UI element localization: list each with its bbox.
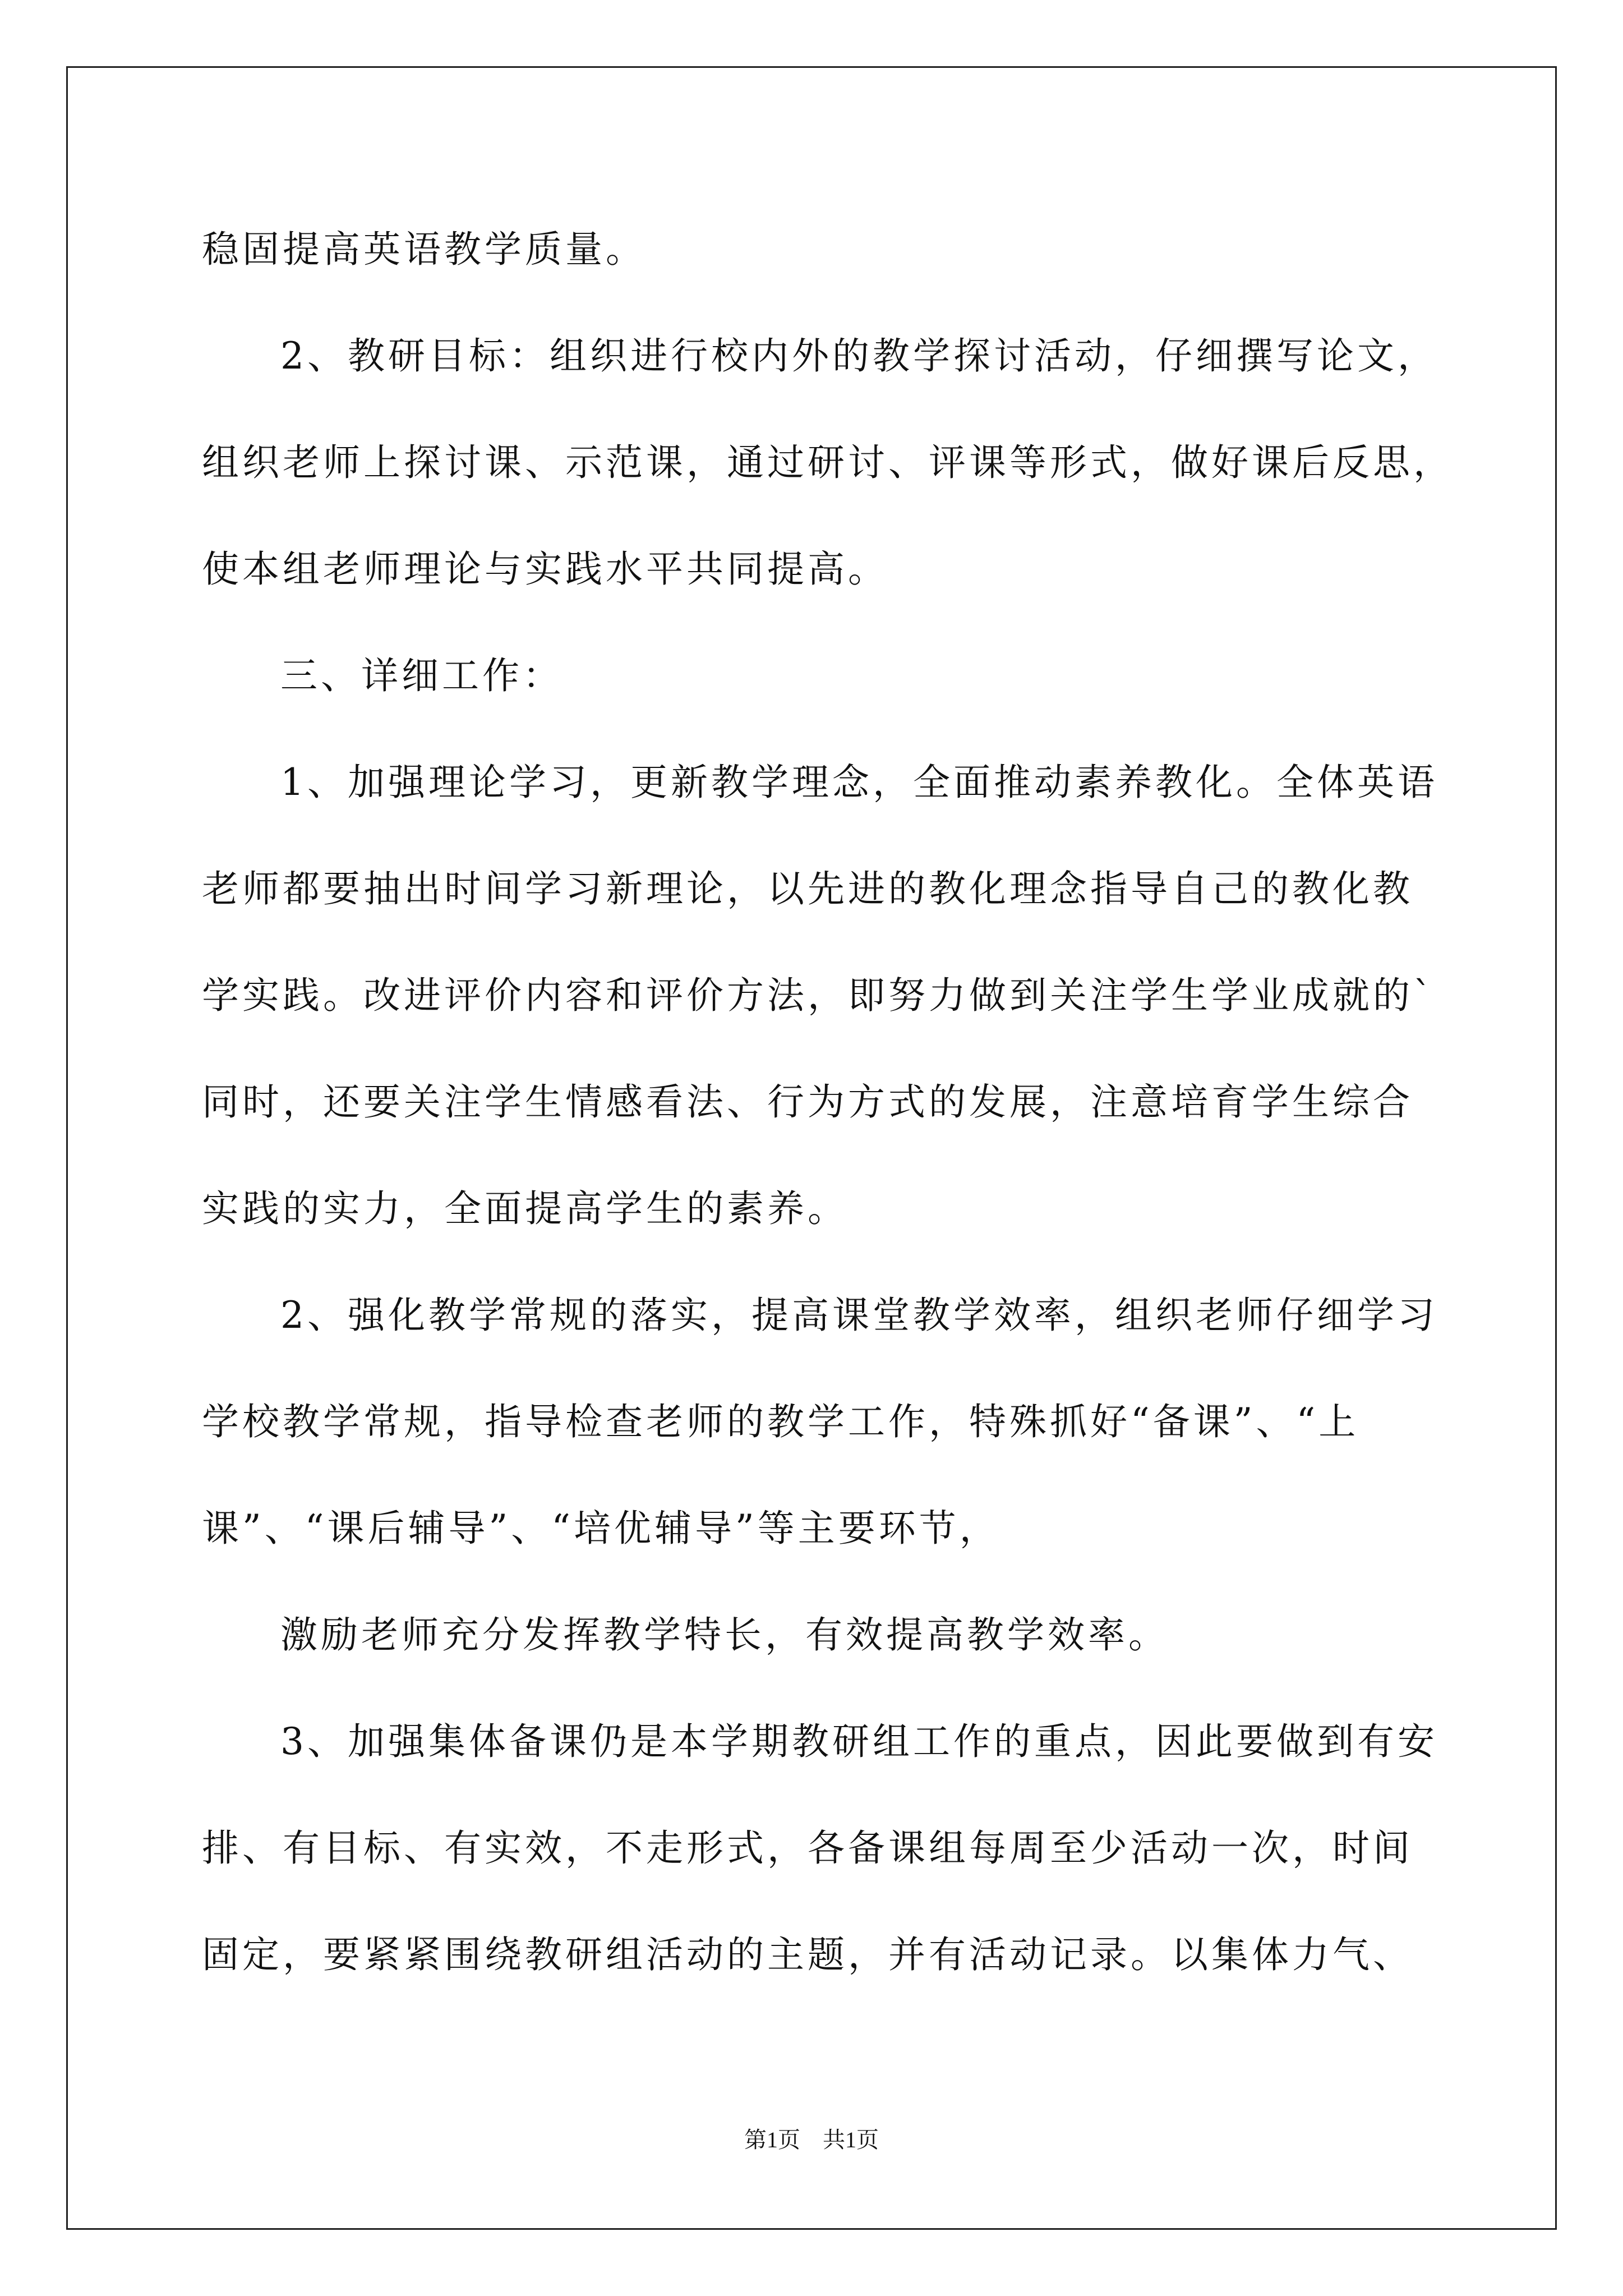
text-line: 激励老师充分发挥教学特长，有效提高教学效率。 xyxy=(280,1613,1169,1657)
text-line: 组织老师上探讨课、示范课，通过研讨、评课等形式，做好课后反思， xyxy=(202,441,1454,484)
text-line: 排、有目标、有实效，不走形式，各备课组每周至少活动一次，时间 xyxy=(202,1826,1413,1870)
text-line: 固定，要紧紧围绕教研组活动的主题，并有活动记录。以集体力气、 xyxy=(202,1933,1413,1976)
page-number-footer: 第1页 共1页 xyxy=(744,2127,879,2152)
text-line: 老师都要抽出时间学习新理论，以先进的教化理念指导自己的教化教 xyxy=(202,867,1413,910)
text-line: 使本组老师理论与实践水平共同提高。 xyxy=(202,547,888,591)
text-line: 稳固提高英语教学质量。 xyxy=(202,228,646,271)
section-heading: 三、详细工作： xyxy=(280,654,563,697)
text-line: 1、加强理论学习，更新教学理念，全面推动素养教化。全体英语 xyxy=(280,761,1438,804)
text-line: 2、强化教学常规的落实，提高课堂教学效率，组织老师仔细学习 xyxy=(280,1294,1438,1337)
text-line: 3、加强集体备课仍是本学期教研组工作的重点，因此要做到有安 xyxy=(280,1720,1438,1763)
text-line: 学校教学常规，指导检查老师的教学工作，特殊抓好“备课”、“上 xyxy=(202,1400,1359,1443)
page-border xyxy=(66,66,1557,2230)
text-line: 学实践。改进评价内容和评价方法，即努力做到关注学生学业成就的` xyxy=(202,974,1435,1017)
text-line: 课”、“课后辅导”、“培优辅导”等主要环节， xyxy=(202,1507,1000,1550)
text-line: 实践的实力，全面提高学生的素养。 xyxy=(202,1187,848,1230)
text-line: 2、教研目标：组织进行校内外的教学探讨活动，仔细撰写论文， xyxy=(280,334,1438,378)
text-line: 同时，还要关注学生情感看法、行为方式的发展，注意培育学生综合 xyxy=(202,1080,1413,1124)
